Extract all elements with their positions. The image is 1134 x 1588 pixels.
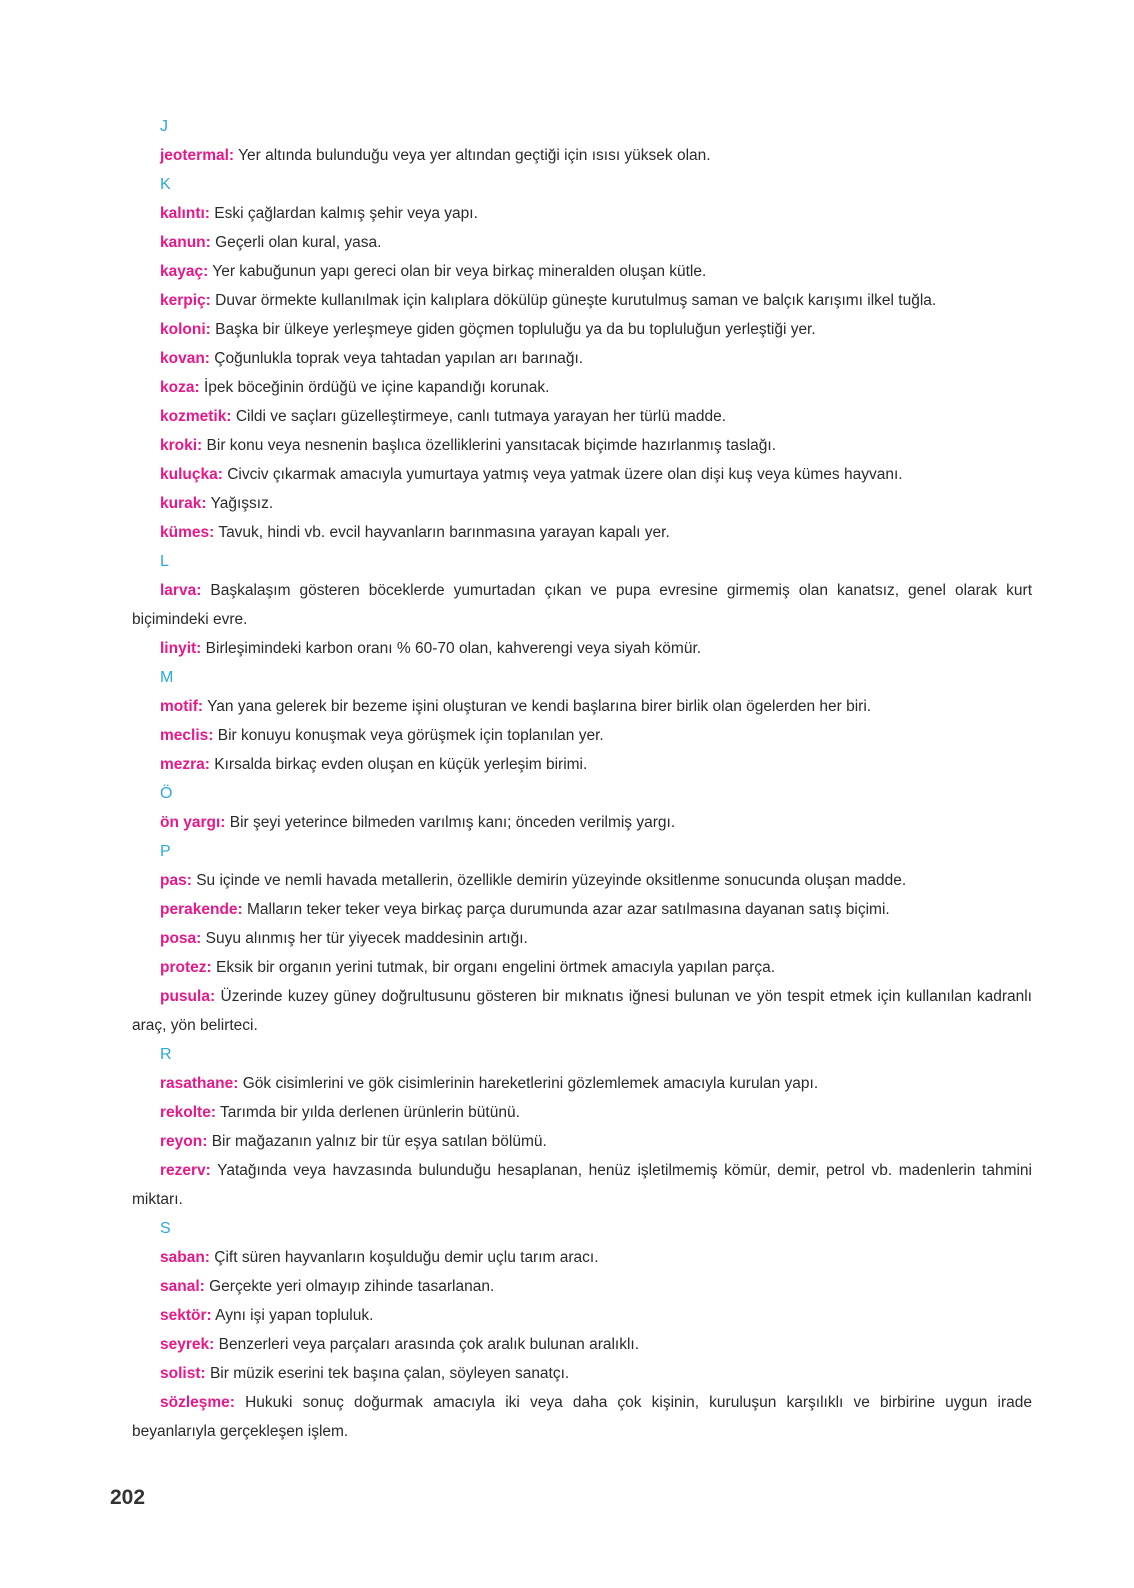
- glossary-term: kalıntı:: [160, 205, 210, 222]
- glossary-definition: Hukuki sonuç doğurmak amacıyla iki veya daha çok kişinin, kuruluşun karşılıklı ve birbirine uygun irade beyanlarıyla gerçekleşen işlem.: [132, 1394, 1032, 1440]
- glossary-definition: Civciv çıkarmak amacıyla yumurtaya yatmış veya yatmak üzere olan dişi kuş veya kümes hayvanı.: [227, 466, 903, 483]
- glossary-entry: [132, 750, 1032, 779]
- glossary-entry: [132, 489, 1032, 518]
- glossary-entry: [132, 460, 1032, 489]
- section-letter: J: [160, 118, 168, 135]
- glossary-entry: [132, 373, 1032, 402]
- glossary-entry: [132, 286, 1032, 315]
- glossary-term: posa:: [160, 930, 202, 947]
- glossary-definition: Çoğunlukla toprak veya tahtadan yapılan arı barınağı.: [214, 350, 584, 367]
- glossary-definition: Eksik bir organın yerini tutmak, bir organı engelini örtmek amacıyla yapılan parça.: [215, 959, 776, 976]
- glossary-entry: [132, 1156, 1032, 1214]
- glossary-entry: [132, 1069, 1032, 1098]
- glossary-term: rezerv:: [160, 1162, 211, 1179]
- glossary-definition: Cildi ve saçları güzelleştirmeye, canlı tutmaya yarayan her türlü madde.: [235, 408, 726, 425]
- glossary-entry: [132, 518, 1032, 547]
- glossary-entry: [132, 1388, 1032, 1446]
- glossary-entry: [132, 924, 1032, 953]
- glossary-entry: [132, 692, 1032, 721]
- glossary-term: pusula:: [160, 988, 216, 1005]
- glossary-term: kümes:: [160, 524, 215, 541]
- glossary-entry: [132, 199, 1032, 228]
- glossary-definition: Tarımda bir yılda derlenen ürünlerin bütünü.: [220, 1104, 520, 1121]
- glossary-entry: [132, 634, 1032, 663]
- glossary-definition: Bir mağazanın yalnız bir tür eşya satılan bölümü.: [211, 1133, 547, 1150]
- glossary-definition: Eski çağlardan kalmış şehir veya yapı.: [214, 205, 478, 222]
- section-letter: L: [160, 553, 169, 570]
- section-letter: R: [160, 1046, 172, 1063]
- glossary-term: saban:: [160, 1249, 210, 1266]
- glossary-entry: [132, 1272, 1032, 1301]
- glossary-definition: Yer kabuğunun yapı gereci olan bir veya birkaç mineralden oluşan kütle.: [212, 263, 707, 280]
- glossary-term: meclis:: [160, 727, 214, 744]
- glossary-entry: [132, 1330, 1032, 1359]
- glossary-term: reyon:: [160, 1133, 208, 1150]
- glossary-term: rekolte:: [160, 1104, 216, 1121]
- glossary-term: kerpiç:: [160, 292, 211, 309]
- glossary-definition: Yağışsız.: [210, 495, 274, 512]
- glossary-entry: [132, 1301, 1032, 1330]
- glossary-entry: [132, 721, 1032, 750]
- glossary-term: kuluçka:: [160, 466, 223, 483]
- glossary-term: kurak:: [160, 495, 207, 512]
- glossary-definition: Birleşimindeki karbon oranı % 60-70 olan, kahverengi veya siyah kömür.: [205, 640, 702, 657]
- glossary-entry: [132, 895, 1032, 924]
- glossary-entry: [132, 982, 1032, 1040]
- glossary-definition: Geçerli olan kural, yasa.: [215, 234, 382, 251]
- glossary-entry: [132, 1359, 1032, 1388]
- page-number: 202: [110, 1486, 146, 1509]
- glossary-definition: Çift süren hayvanların koşulduğu demir uçlu tarım aracı.: [214, 1249, 599, 1266]
- glossary-term: sanal:: [160, 1278, 205, 1295]
- glossary-definition: Yatağında veya havzasında bulunduğu hesaplanan, henüz işletilmemiş kömür, demir, petrol vb. madenlerin tahmini miktarı.: [132, 1162, 1032, 1208]
- glossary-term: kanun:: [160, 234, 211, 251]
- glossary-term: kovan:: [160, 350, 210, 367]
- glossary-definition: Aynı işi yapan topluluk.: [215, 1307, 374, 1324]
- glossary-definition: Malların teker teker veya birkaç parça durumunda azar azar satılmasına dayanan satış biçimi.: [247, 901, 890, 918]
- glossary-term: pas:: [160, 872, 192, 889]
- glossary-term: motif:: [160, 698, 204, 715]
- glossary-entry: [132, 344, 1032, 373]
- glossary-term: ön yargı:: [160, 814, 226, 831]
- glossary-term: kayaç:: [160, 263, 209, 280]
- glossary-definition: Duvar örmekte kullanılmak için kalıplara dökülüp güneşte kurutulmuş saman ve balçık karışımı ilkel tuğla.: [215, 292, 937, 309]
- glossary-term: protez:: [160, 959, 212, 976]
- glossary-definition: Başka bir ülkeye yerleşmeye giden göçmen topluluğu ya da bu topluluğun yerleştiği yer.: [215, 321, 816, 338]
- glossary-term: rasathane:: [160, 1075, 239, 1092]
- glossary-definition: Üzerinde kuzey güney doğrultusunu gösteren bir mıknatıs iğnesi bulunan ve yön tespit etmek için kullanılan kadranlı araç, yön belirteci.: [132, 988, 1032, 1034]
- glossary-entry: [132, 315, 1032, 344]
- glossary-entry: [132, 1127, 1032, 1156]
- glossary-definition: Yan yana gelerek bir bezeme işini oluşturan ve kendi başlarına birer birlik olan ögelerden her biri.: [207, 698, 872, 715]
- glossary-term: sözleşme:: [160, 1394, 235, 1411]
- glossary-term: jeotermal:: [160, 147, 235, 164]
- glossary-entry: [132, 402, 1032, 431]
- glossary-term: larva:: [160, 582, 202, 599]
- glossary-definition: Tavuk, hindi vb. evcil hayvanların barınmasına yarayan kapalı yer.: [218, 524, 670, 541]
- glossary-term: perakende:: [160, 901, 243, 918]
- glossary-term: linyit:: [160, 640, 202, 657]
- glossary-term: kozmetik:: [160, 408, 232, 425]
- glossary: [132, 112, 1032, 1446]
- glossary-definition: Su içinde ve nemli havada metallerin, özellikle demirin yüzeyinde oksitlenme sonucunda oluşan madde.: [196, 872, 907, 889]
- glossary-entry: [132, 1098, 1032, 1127]
- glossary-entry: [132, 1243, 1032, 1272]
- glossary-term: kroki:: [160, 437, 203, 454]
- glossary-term: koloni:: [160, 321, 211, 338]
- glossary-definition: Yer altında bulunduğu veya yer altından geçtiği için ısısı yüksek olan.: [238, 147, 711, 164]
- glossary-entry: [132, 431, 1032, 460]
- glossary-definition: Bir konu veya nesnenin başlıca özelliklerini yansıtacak biçimde hazırlanmış taslağı.: [206, 437, 777, 454]
- glossary-entry: [132, 866, 1032, 895]
- glossary-entry: [132, 953, 1032, 982]
- glossary-definition: Benzerleri veya parçaları arasında çok aralık bulunan aralıklı.: [218, 1336, 640, 1353]
- section-letter: Ö: [160, 785, 173, 802]
- glossary-entry: [132, 808, 1032, 837]
- section-letter: S: [160, 1220, 171, 1237]
- glossary-term: solist:: [160, 1365, 206, 1382]
- section-letter: M: [160, 669, 174, 686]
- glossary-term: mezra:: [160, 756, 210, 773]
- glossary-entry: [132, 141, 1032, 170]
- glossary-entry: [132, 576, 1032, 634]
- section-letter: P: [160, 843, 171, 860]
- glossary-term: sektör:: [160, 1307, 212, 1324]
- section-letter: K: [160, 176, 171, 193]
- glossary-definition: Bir şeyi yeterince bilmeden varılmış kanı; önceden verilmiş yargı.: [229, 814, 676, 831]
- glossary-definition: Bir konuyu konuşmak veya görüşmek için toplanılan yer.: [217, 727, 604, 744]
- glossary-definition: Bir müzik eserini tek başına çalan, söyleyen sanatçı.: [209, 1365, 570, 1382]
- glossary-definition: Suyu alınmış her tür yiyecek maddesinin artığı.: [205, 930, 528, 947]
- glossary-entry: [132, 228, 1032, 257]
- glossary-definition: İpek böceğinin ördüğü ve içine kapandığı korunak.: [203, 379, 550, 396]
- glossary-term: koza:: [160, 379, 200, 396]
- glossary-entry: [132, 257, 1032, 286]
- glossary-definition: Kırsalda birkaç evden oluşan en küçük yerleşim birimi.: [214, 756, 588, 773]
- glossary-term: seyrek:: [160, 1336, 215, 1353]
- glossary-definition: Gök cisimlerini ve gök cisimlerinin hareketlerini gözlemlemek amacıyla kurulan yapı.: [242, 1075, 819, 1092]
- glossary-definition: Başkalaşım gösteren böceklerde yumurtadan çıkan ve pupa evresine girmemiş olan kanatsız, genel olarak kurt biçimindeki evre.: [132, 582, 1032, 628]
- glossary-definition: Gerçekte yeri olmayıp zihinde tasarlanan.: [209, 1278, 495, 1295]
